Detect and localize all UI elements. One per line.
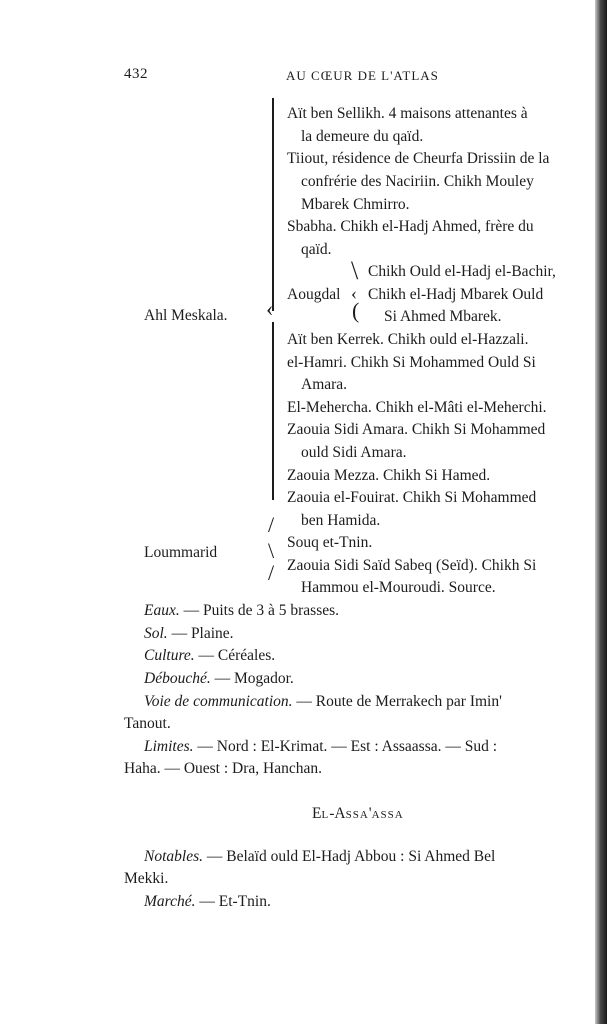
notables-text: — Belaïd ould El-Hadj Abbou : Si Ahmed Bel xyxy=(206,848,496,865)
book-spine-shadow xyxy=(595,0,607,1024)
group-label-loummarid: Loummarid xyxy=(144,544,218,561)
loummarid-brace-bottom: / xyxy=(268,560,275,585)
group-label-ahl-meskala: Ahl Meskala. xyxy=(144,307,228,324)
entry-line: Souq et-Tnin. xyxy=(287,534,373,551)
entry-line: Aït ben Kerrek. Chikh ould el-Hazzali. xyxy=(287,331,529,348)
entry-line: Hammou el-Mouroudi. Source. xyxy=(301,579,496,596)
field-label: Eaux. xyxy=(144,602,180,619)
section-title: EL-ASSA'ASSA xyxy=(312,805,404,822)
marche-label: Marché. xyxy=(144,893,196,910)
field-voie-cont: Tanout. xyxy=(124,715,171,732)
field-voie xyxy=(144,692,590,712)
field-limites xyxy=(144,737,497,757)
field-label: Voie de communication. xyxy=(144,693,293,710)
field-culture xyxy=(144,646,275,666)
field-label: Culture. xyxy=(144,647,195,664)
group-bracket-top xyxy=(272,98,274,311)
loummarid-brace-top: / xyxy=(268,512,275,537)
entry-line: El-Meherchа. Chikh el-Mâti el-Meherchi. xyxy=(287,399,547,416)
field-text: — Céréales. xyxy=(198,647,276,664)
notables-line xyxy=(144,847,495,867)
field-limites-cont: Haha. — Ouest : Dra, Hanchan. xyxy=(124,760,322,777)
entry-line: Sbabha. Chikh el-Hadj Ahmed, frère du xyxy=(287,218,534,235)
field-label: Débouché. xyxy=(144,670,211,687)
field-eaux xyxy=(144,601,339,621)
aougdal-label: Aougdal xyxy=(287,286,341,303)
field-label: Limites. xyxy=(144,738,194,755)
notables-label: Notables. xyxy=(144,848,203,865)
aougdal-brace-top: \ xyxy=(351,256,359,285)
marche-line xyxy=(144,892,271,912)
entry-line: Mbarek Chmirro. xyxy=(301,196,410,213)
field-debouche xyxy=(144,669,294,689)
entry-line: el-Hamri. Chikh Si Mohammed Ould Si xyxy=(287,354,536,371)
entry-line: ould Sidi Amara. xyxy=(301,444,407,461)
entry-line: Si Ahmed Mbarek. xyxy=(384,308,502,325)
entry-line: Zaouia Sidi Amara. Chikh Si Mohammed xyxy=(287,421,546,438)
field-label: Sol. xyxy=(144,625,168,642)
field-text: — Mogador. xyxy=(214,670,294,687)
field-text: — Puits de 3 à 5 brasses. xyxy=(183,602,340,619)
entry-line: ben Hamida. xyxy=(301,512,381,529)
entry-line: qaïd. xyxy=(301,241,332,258)
group-bracket-bottom xyxy=(272,322,274,500)
entry-line: Zaouia Mezza. Chikh Si Hamed. xyxy=(287,467,491,484)
aougdal-brace-bottom: ( xyxy=(352,298,360,323)
entry-line: Chikh el-Hadj Mbarek Ould xyxy=(368,286,544,303)
notables-cont: Mekki. xyxy=(124,870,169,887)
entry-line: Aït ben Sellikh. 4 maisons attenantes à xyxy=(287,105,528,122)
field-text: — Plaine. xyxy=(171,625,234,642)
entry-line: confrérie des Naciriin. Chikh Mouley xyxy=(301,173,534,190)
loummarid-brace-mid: \ xyxy=(268,538,275,563)
entry-line: Tiiout, résidence de Cheurfa Drissiin de la xyxy=(287,150,550,167)
entry-line: la demeure du qaïd. xyxy=(301,128,424,145)
field-sol xyxy=(144,624,234,644)
aougdal-brace-mid: ‹ xyxy=(351,283,357,303)
group-bracket-point: ‹ xyxy=(266,296,274,321)
entry-line: Chikh Ould el-Hadj el-Bachir, xyxy=(368,263,556,280)
entry-line: Zaouia Sidi Saïd Sabeq (Seïd). Chikh Si xyxy=(287,557,537,574)
entry-line: Amara. xyxy=(301,376,348,393)
marche-text: — Et-Tnin. xyxy=(199,893,271,910)
running-title: AU CŒUR DE L'ATLAS xyxy=(286,68,439,83)
page-number: 432 xyxy=(124,66,148,82)
entry-line: Zaouia el-Fouirat. Chikh Si Mohammed xyxy=(287,489,537,506)
field-text: — Nord : El-Krimat. — Est : Assaassa. — Sud : xyxy=(197,738,498,755)
field-text: — Route de Merrakech par Imin' xyxy=(296,693,502,710)
